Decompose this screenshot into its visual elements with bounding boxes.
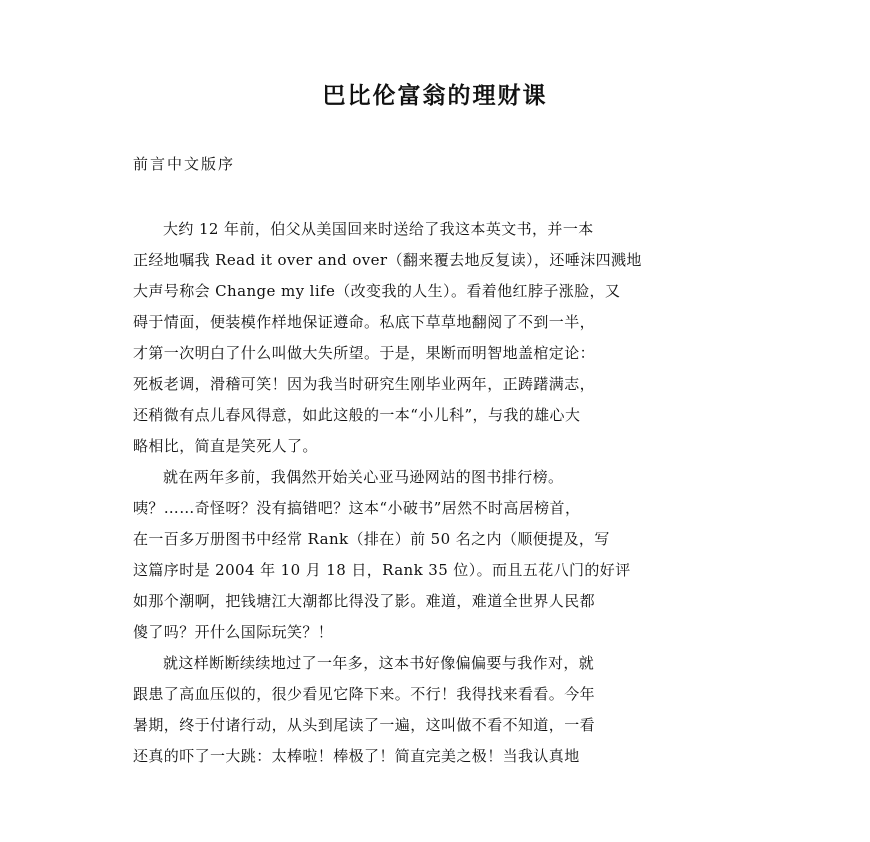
preface-heading: 前言中文版序 bbox=[133, 155, 236, 173]
document-title: 巴比伦富翁的理财课 bbox=[322, 82, 548, 109]
paragraph-2: 就在两年多前，我偶然开始关心亚马逊网站的图书排行榜。 咦？……奇怪呀？没有搞错吧？这本“小破书”居然不时高居榜首， 在一百多万册图书中经常 Rank（排在）前 50 名之内（顺便提及，写 这篇序时是 2004 年 10 月 18 日，Rank 35 位）。而且五花八门的好评 如那个潮啊，把钱塘江大潮都比得没了影。难道，难道全世界人民都 傻了吗？开什么国际玩笑？！ bbox=[133, 468, 631, 641]
paragraph-1: 大约 12 年前，伯父从美国回来时送给了我这本英文书，并一本 正经地嘱我 Read it over and over（翻来覆去地反复读），还唾沫四溅地 大声号称会 Change my life（改变我的人生）。看着他红脖子涨脸，又 碍于情面，便装模作样地保证遵命。私底下草草地翻阅了不到一半， 才第一次明白了什么叫做大失所望。于是，果断而明智地盖棺定论： 死板老调，滑稽可笑！因为我当时研究生刚毕业两年，正踌躇满志， 还稍微有点儿春风得意，如此这般的一本“小儿科”，与我的雄心大 略相比，简直是笑死人了。 bbox=[133, 220, 642, 455]
document-body bbox=[133, 214, 739, 772]
paragraph-3: 就这样断断续续地过了一年多，这本书好像偏偏要与我作对，就 跟患了高血压似的，很少看见它降下来。不行！我得找来看看。今年 暑期，终于付诸行动，从头到尾读了一遍，这叫做不看不知道，一看 还真的吓了一大跳：太棒啦！棒极了！简直完美之极！当我认真地 bbox=[133, 654, 596, 765]
